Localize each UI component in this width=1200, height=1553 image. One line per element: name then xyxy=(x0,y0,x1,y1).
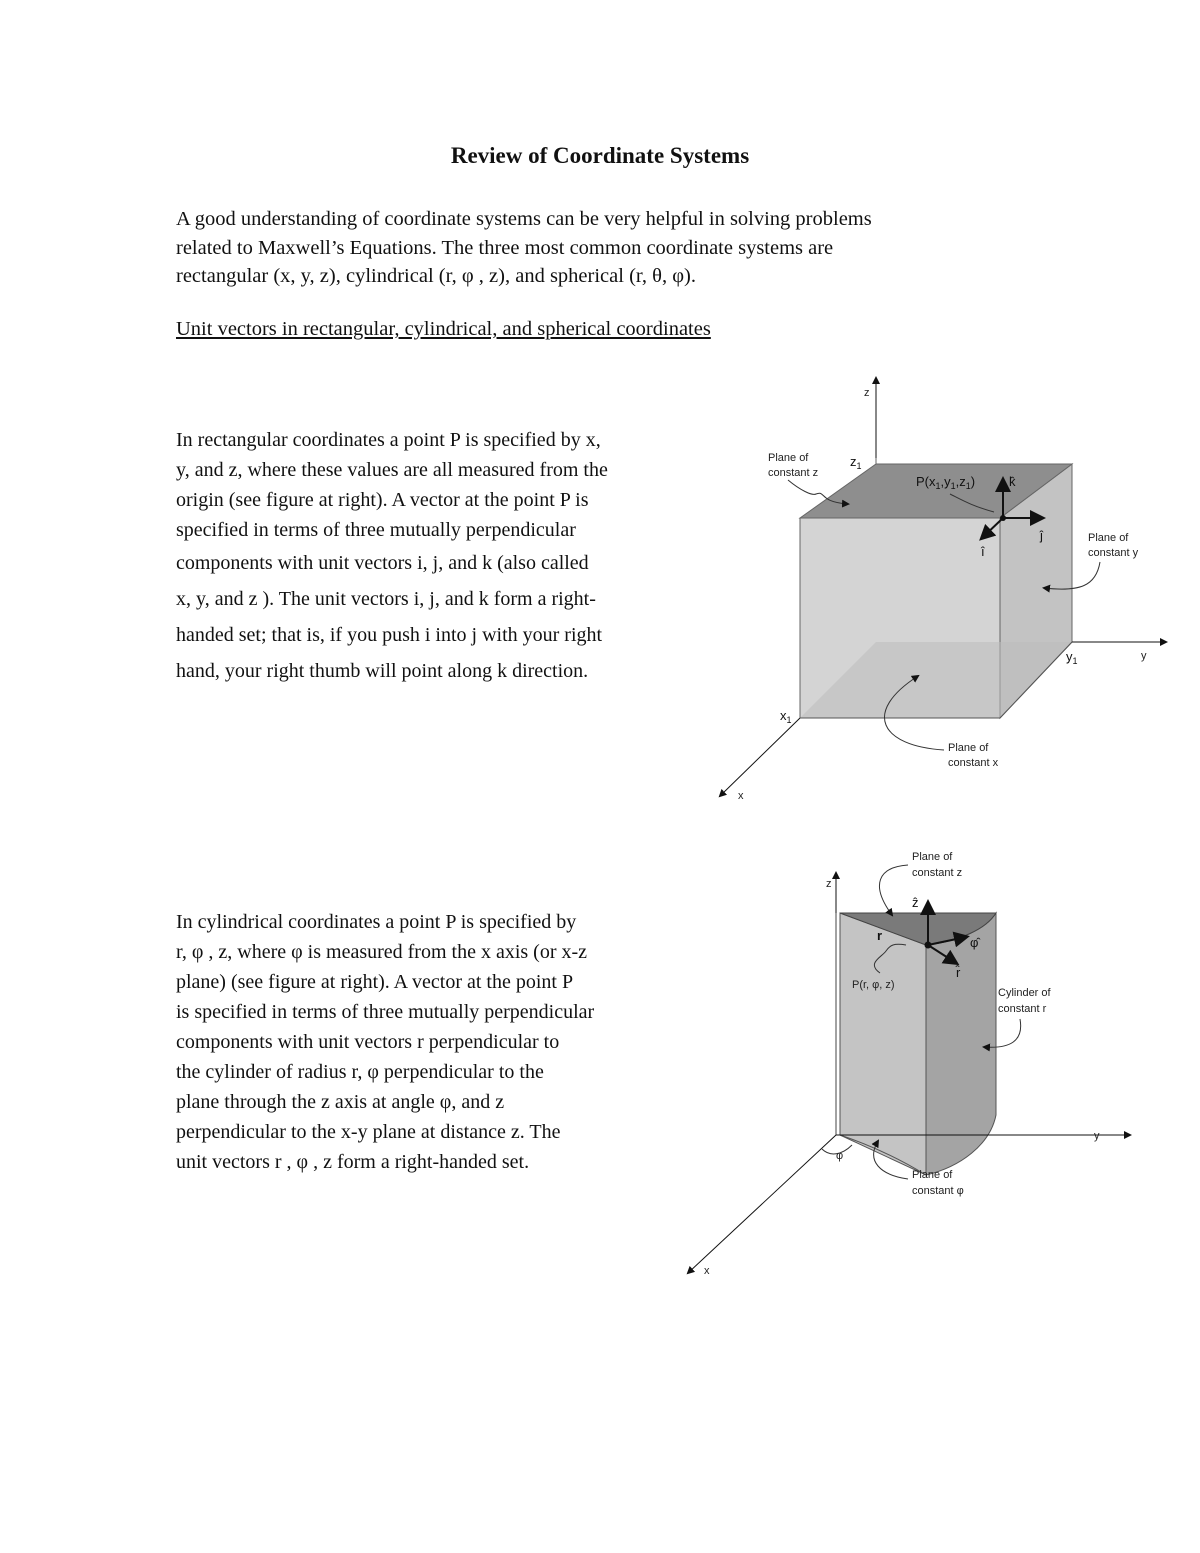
rect-line: specified in terms of three mutually perpendicular xyxy=(176,519,576,541)
point-p-label: P(r, φ, z) xyxy=(852,979,895,991)
section-heading: Unit vectors in rectangular, cylindrical, and spherical coordinates xyxy=(176,318,711,340)
cylindrical-coordinates-figure xyxy=(680,845,1160,1285)
plane-x-label: Plane of xyxy=(948,742,989,754)
plane-x-label: constant x xyxy=(948,757,999,769)
intro-paragraph xyxy=(176,205,1006,291)
cyl-line: the cylinder of radius r, φ perpendicular to the xyxy=(176,1061,544,1083)
axis-y-label: y xyxy=(1094,1130,1100,1142)
unit-phi-label: φ̂ xyxy=(970,935,979,950)
rect-line: x, y, and z ). The unit vectors i, j, and k form a right- xyxy=(176,588,596,610)
wedge-curved-face xyxy=(926,913,996,1175)
plane-z-label: constant z xyxy=(768,467,819,479)
cyl-line: r, φ , z, where φ is measured from the x axis (or x-z xyxy=(176,941,588,963)
cyl-line: In cylindrical coordinates a point P is specified by xyxy=(176,911,577,933)
plane-z-pointer xyxy=(879,865,908,915)
phi-angle-label: φ xyxy=(836,1150,844,1162)
intro-line: A good understanding of coordinate systems can be very helpful in solving problems xyxy=(176,208,872,230)
plane-y-label: Plane of xyxy=(1088,532,1129,544)
cylinder-label: constant r xyxy=(998,1003,1047,1015)
rect-line: hand, your right thumb will point along k direction. xyxy=(176,660,589,682)
unit-r-label: r̂ xyxy=(956,965,961,980)
unit-i-label: î xyxy=(981,544,985,559)
point-p-label: $P(x_1,y_1,z_1)$ xyxy=(916,474,976,491)
unit-k-label: k̂ xyxy=(1009,474,1016,489)
plane-phi-label: constant φ xyxy=(912,1185,964,1197)
cyl-line: is specified in terms of three mutually perpendicular xyxy=(176,1001,595,1023)
cylinder-label: Cylinder of xyxy=(998,987,1051,999)
z1-label: $z_1$ xyxy=(850,454,862,471)
plane-z-label: Plane of xyxy=(912,851,953,863)
cyl-line: unit vectors r , φ , z form a right-handed set. xyxy=(176,1151,530,1173)
axis-z-label: z xyxy=(864,387,870,399)
rectangular-coordinates-figure xyxy=(700,360,1180,810)
wedge-left-face xyxy=(840,913,926,1175)
rect-line: components with unit vectors i, j, and k (also called xyxy=(176,552,589,574)
cyl-line: plane) (see figure at right). A vector at the point P xyxy=(176,971,574,993)
rect-line: y, and z, where these values are all measured from the xyxy=(176,459,608,481)
intro-line: related to Maxwell’s Equations. The three most common coordinate systems are xyxy=(176,236,834,259)
axis-x-label: x xyxy=(704,1265,710,1277)
radius-label: r xyxy=(877,928,883,943)
x1-label: $x_1$ xyxy=(780,708,792,725)
unit-j-label: ĵ xyxy=(1040,528,1043,543)
axis-x xyxy=(688,1135,836,1273)
cyl-line: components with unit vectors r perpendicular to xyxy=(176,1031,560,1053)
axis-x xyxy=(720,718,800,796)
rectangular-paragraph xyxy=(176,425,706,689)
rect-line: handed set; that is, if you push i into j with your right xyxy=(176,624,603,646)
cyl-line: perpendicular to the x-y plane at distance z. The xyxy=(176,1121,561,1143)
axis-z-label: z xyxy=(826,878,832,890)
unit-z-label: ẑ xyxy=(912,895,919,910)
y1-label: $y_1$ xyxy=(1066,649,1078,666)
plane-z-label: constant z xyxy=(912,867,963,879)
plane-z-label: Plane of xyxy=(768,452,809,464)
rect-line: In rectangular coordinates a point P is specified by x, xyxy=(176,429,601,451)
intro-line: rectangular (x, y, z), cylindrical (r, φ , z), and spherical (r, θ, φ). xyxy=(176,265,697,287)
plane-y-label: constant y xyxy=(1088,547,1139,559)
rect-line: origin (see figure at right). A vector at the point P is xyxy=(176,489,589,511)
axis-x-label: x xyxy=(738,790,744,802)
page-title: Review of Coordinate Systems xyxy=(450,143,750,168)
cyl-line: plane through the z axis at angle φ, and z xyxy=(176,1091,505,1113)
plane-phi-label: Plane of xyxy=(912,1169,953,1181)
cylindrical-paragraph xyxy=(176,907,668,1177)
axis-y-label: y xyxy=(1141,650,1147,662)
